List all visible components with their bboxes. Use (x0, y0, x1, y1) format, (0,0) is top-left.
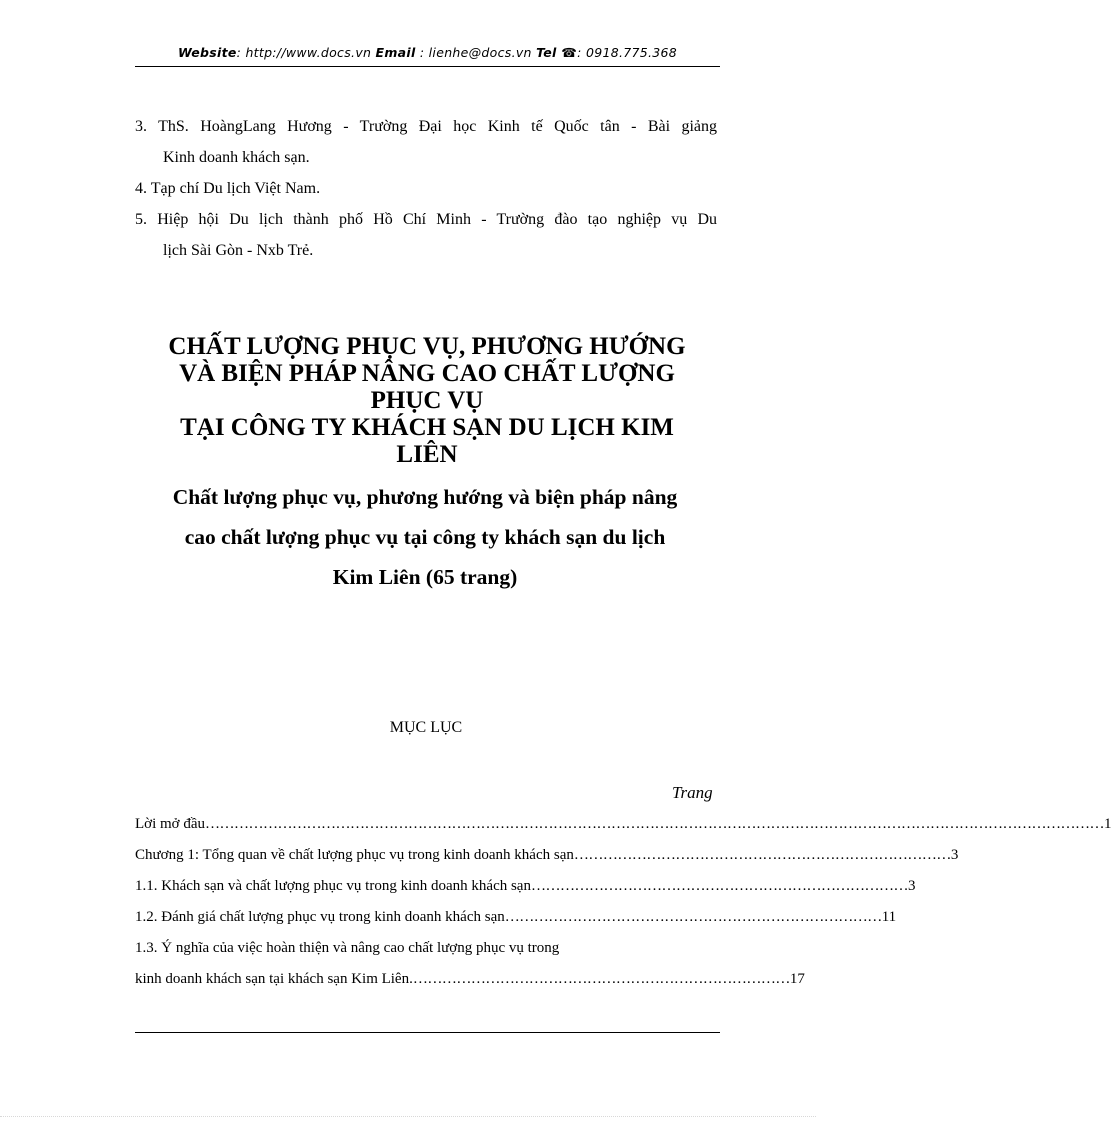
toc-leader-dots: …………………………………………………………………… (573, 847, 951, 863)
toc-entry-title: 1.2. Đánh giá chất lượng phục vụ trong kinh doanh khách sạn (135, 909, 505, 925)
toc-leader-dots: …………………………………………………………………………………………………………………………………………………………………… (205, 816, 1105, 832)
page-header (135, 45, 720, 65)
reference-continuation: lịch Sài Gòn - Nxb Trẻ. (163, 242, 314, 259)
reference-line: 3. ThS. HoàngLang Hương - Trường Đại học Kinh tế Quốc tân - Bài giảng (135, 118, 717, 135)
phone-icon: ☎ (561, 45, 578, 60)
reference-line: 5. Hiệp hội Du lịch thành phố Hồ Chí Minh - Trường đào tạo nghiệp vụ Du (135, 211, 717, 228)
reference-line: 4. Tạp chí Du lịch Việt Nam. (135, 180, 321, 197)
email-value: : lienhe@docs.vn (415, 45, 537, 60)
toc-entry-line[interactable]: 1.3. Ý nghĩa của việc hoàn thiện và nâng cao chất lượng phục vụ trong (135, 940, 560, 956)
toc-leader-dots: …………………………………………………………………… (412, 971, 790, 987)
toc-heading: MỤC LỤC (389, 719, 463, 736)
toc-entry[interactable] (135, 878, 916, 895)
title-line: VÀ BIỆN PHÁP NÂNG CAO CHẤT LƯỢNG (179, 360, 675, 387)
reference-continuation: Kinh doanh khách sạn. (163, 149, 310, 166)
toc-entry[interactable] (135, 816, 1112, 833)
reference-item (135, 173, 717, 204)
toc-entry[interactable] (135, 847, 959, 864)
toc-entry-page: 1 (1104, 816, 1112, 832)
toc-leader-dots: …………………………………………………………………… (530, 878, 908, 894)
toc-entry-page: 11 (881, 909, 897, 925)
toc-page-label: Trang (672, 783, 713, 802)
email-label: Email (375, 45, 416, 60)
toc-entry-page: 3 (950, 847, 959, 863)
toc-entry-page: 17 (789, 971, 805, 987)
reference-item (135, 111, 717, 173)
subtitle-line: Kim Liên (65 trang) (332, 565, 518, 589)
toc-entry-title: Chương 1: Tổng quan về chất lượng phục vụ trong kinh doanh khách sạn (135, 847, 574, 863)
subtitle-line: Chất lượng phục vụ, phương hướng và biện pháp nâng (172, 485, 678, 509)
toc-entry-title: kinh doanh khách sạn tại khách sạn Kim Liên. (135, 971, 413, 987)
toc-entry[interactable] (135, 909, 897, 926)
tel-label: Tel (536, 45, 562, 60)
reference-item (135, 204, 717, 266)
document-title (95, 333, 759, 468)
title-line: TẠI CÔNG TY KHÁCH SẠN DU LỊCH KIM (180, 414, 674, 441)
website-value: : http://www.docs.vn (236, 45, 376, 60)
toc-entry-title: Lời mở đầu (135, 816, 206, 832)
toc-leader-dots: …………………………………………………………………… (504, 909, 882, 925)
toc-entry[interactable] (135, 971, 805, 988)
title-line: LIÊN (396, 441, 458, 468)
toc-entry-page: 3 (907, 878, 916, 894)
tel-value: : 0918.775.368 (577, 45, 678, 60)
page-bottom-border (0, 1116, 816, 1117)
subtitle-line: cao chất lượng phục vụ tại công ty khách sạn du lịch (184, 525, 666, 549)
document-subtitle (110, 477, 740, 597)
website-label: Website (177, 45, 237, 60)
title-line: PHỤC VỤ (370, 387, 484, 414)
toc-entry-title: 1.1. Khách sạn và chất lượng phục vụ trong kinh doanh khách sạn (135, 878, 531, 894)
title-line: CHẤT LƯỢNG PHỤC VỤ, PHƯƠNG HƯỚNG (168, 333, 686, 360)
header-divider (135, 66, 720, 67)
footer-divider (135, 1032, 720, 1033)
